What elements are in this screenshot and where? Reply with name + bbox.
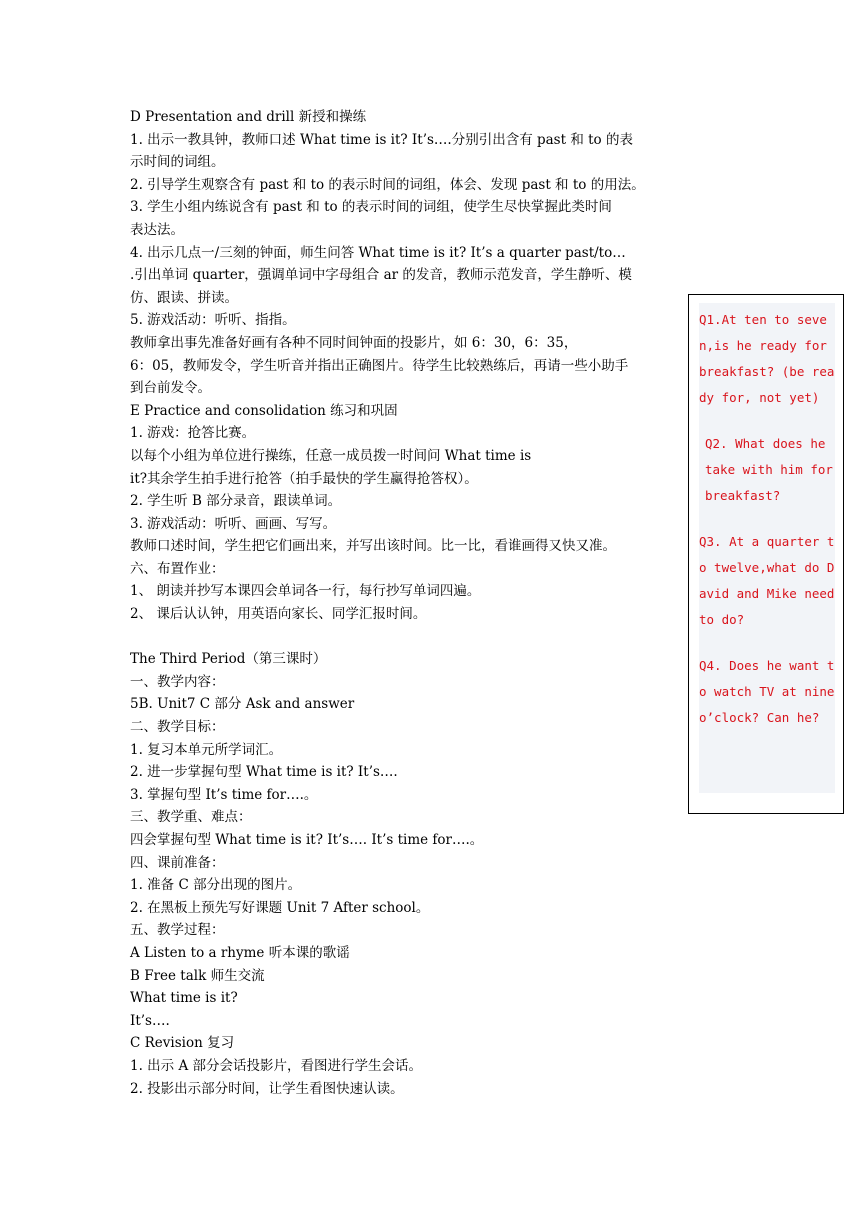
text-line: .引出单词 quarter，强调单词中字母组合 ar 的发音，教师示范发音，学生静听、模 [130,267,632,284]
text-line: 1、 朗读并抄写本课四会单词各一行，每行抄写单词四遍。 [130,583,481,600]
text-line: 四、课前准备： [130,854,225,871]
question-box-inner [699,303,835,793]
text-line: 2. 在黑板上预先写好课题 Unit 7 After school。 [130,899,430,916]
text-line: C Revision 复习 [130,1035,235,1052]
text-line: 三、教学重、难点： [130,809,252,826]
text-line: 表达法。 [130,221,184,238]
question-box [688,294,844,814]
text-line: 二、教学目标： [130,719,225,736]
text-line: A Listen to a rhyme 听本课的歌谣 [130,944,350,961]
text-line: 2. 引导学生观察含有 past 和 to 的表示时间的词组，体会、发现 past 和 to 的用法。 [130,176,645,193]
text-line: 教师拿出事先准备好画有各种不同时间钟面的投影片，如 6：30，6：35， [130,334,578,351]
text-line: 五、教学过程： [130,922,225,939]
text-line: 3. 学生小组内练说含有 past 和 to 的表示时间的词组，使学生尽快掌握此类时间 [130,199,612,216]
question-1: Q1.At ten to seven,is he ready for breakfast? (be ready for, not yet) [699,312,835,405]
question-4: Q4. Does he want to watch TV at nine o’clock? Can he? [699,658,835,725]
text-line: 1. 出示一教具钟，教师口述 What time is it? It’s….分别引出含有 past 和 to 的表 [130,131,633,148]
text-line: It’s…. [130,1012,170,1029]
text-line: 以每个小组为单位进行操练，任意一成员拨一时间问 What time is [130,447,532,464]
text-line: it?其余学生拍手进行抢答（拍手最快的学生赢得抢答权）。 [130,470,478,487]
text-line: 5B. Unit7 C 部分 Ask and answer [130,696,355,713]
text-line: 4. 出示几点一/三刻的钟面，师生问答 What time is it? It’s a quarter past/to… [130,244,626,261]
question-3: Q3. At a quarter to twelve,what do David and Mike need to do? [699,534,835,627]
text-line: B Free talk 师生交流 [130,967,265,984]
text-line: 教师口述时间，学生把它们画出来，并写出该时间。比一比，看谁画得又快又准。 [130,538,616,555]
text-line: What time is it? [130,990,238,1007]
text-line: 1. 复习本单元所学词汇。 [130,741,283,758]
text-line: 六、布置作业： [130,560,225,577]
text-line: E Practice and consolidation 练习和巩固 [130,402,398,419]
text-line: 3. 游戏活动：听听、画画、写写。 [130,515,337,532]
text-line: 1. 游戏：抢答比赛。 [130,425,256,442]
text-line: 6：05，教师发令，学生听音并指出正确图片。待学生比较熟练后，再请一些小助手 [130,357,629,374]
text-line: 仿、跟读、拼读。 [130,289,238,306]
text-line: 1. 准备 C 部分出现的图片。 [130,877,302,894]
question-2: Q2. What does he take with him for breakfast? [705,436,833,503]
text-line: The Third Period（第三课时） [130,651,327,668]
text-line: D Presentation and drill 新授和操练 [130,109,367,125]
text-line: 到台前发令。 [130,380,211,397]
blank-line [130,626,680,649]
text-line: 2. 学生听 B 部分录音，跟读单词。 [130,493,342,510]
lesson-plan-text [130,106,680,1100]
text-line: 5. 游戏活动：听听、指指。 [130,312,296,329]
text-line: 2. 进一步掌握句型 What time is it? It’s…. [130,764,398,781]
text-line: 2. 投影出示部分时间，让学生看图快速认读。 [130,1080,404,1097]
text-line: 一、教学内容： [130,673,225,690]
text-line: 示时间的词组。 [130,154,225,171]
text-line: 3. 掌握句型 It’s time for….。 [130,786,318,803]
text-line: 2、 课后认认钟，用英语向家长、同学汇报时间。 [130,606,427,623]
text-line: 四会掌握句型 What time is it? It’s…. It’s time for….。 [130,832,484,848]
text-line: 1. 出示 A 部分会话投影片，看图进行学生会话。 [130,1057,423,1074]
